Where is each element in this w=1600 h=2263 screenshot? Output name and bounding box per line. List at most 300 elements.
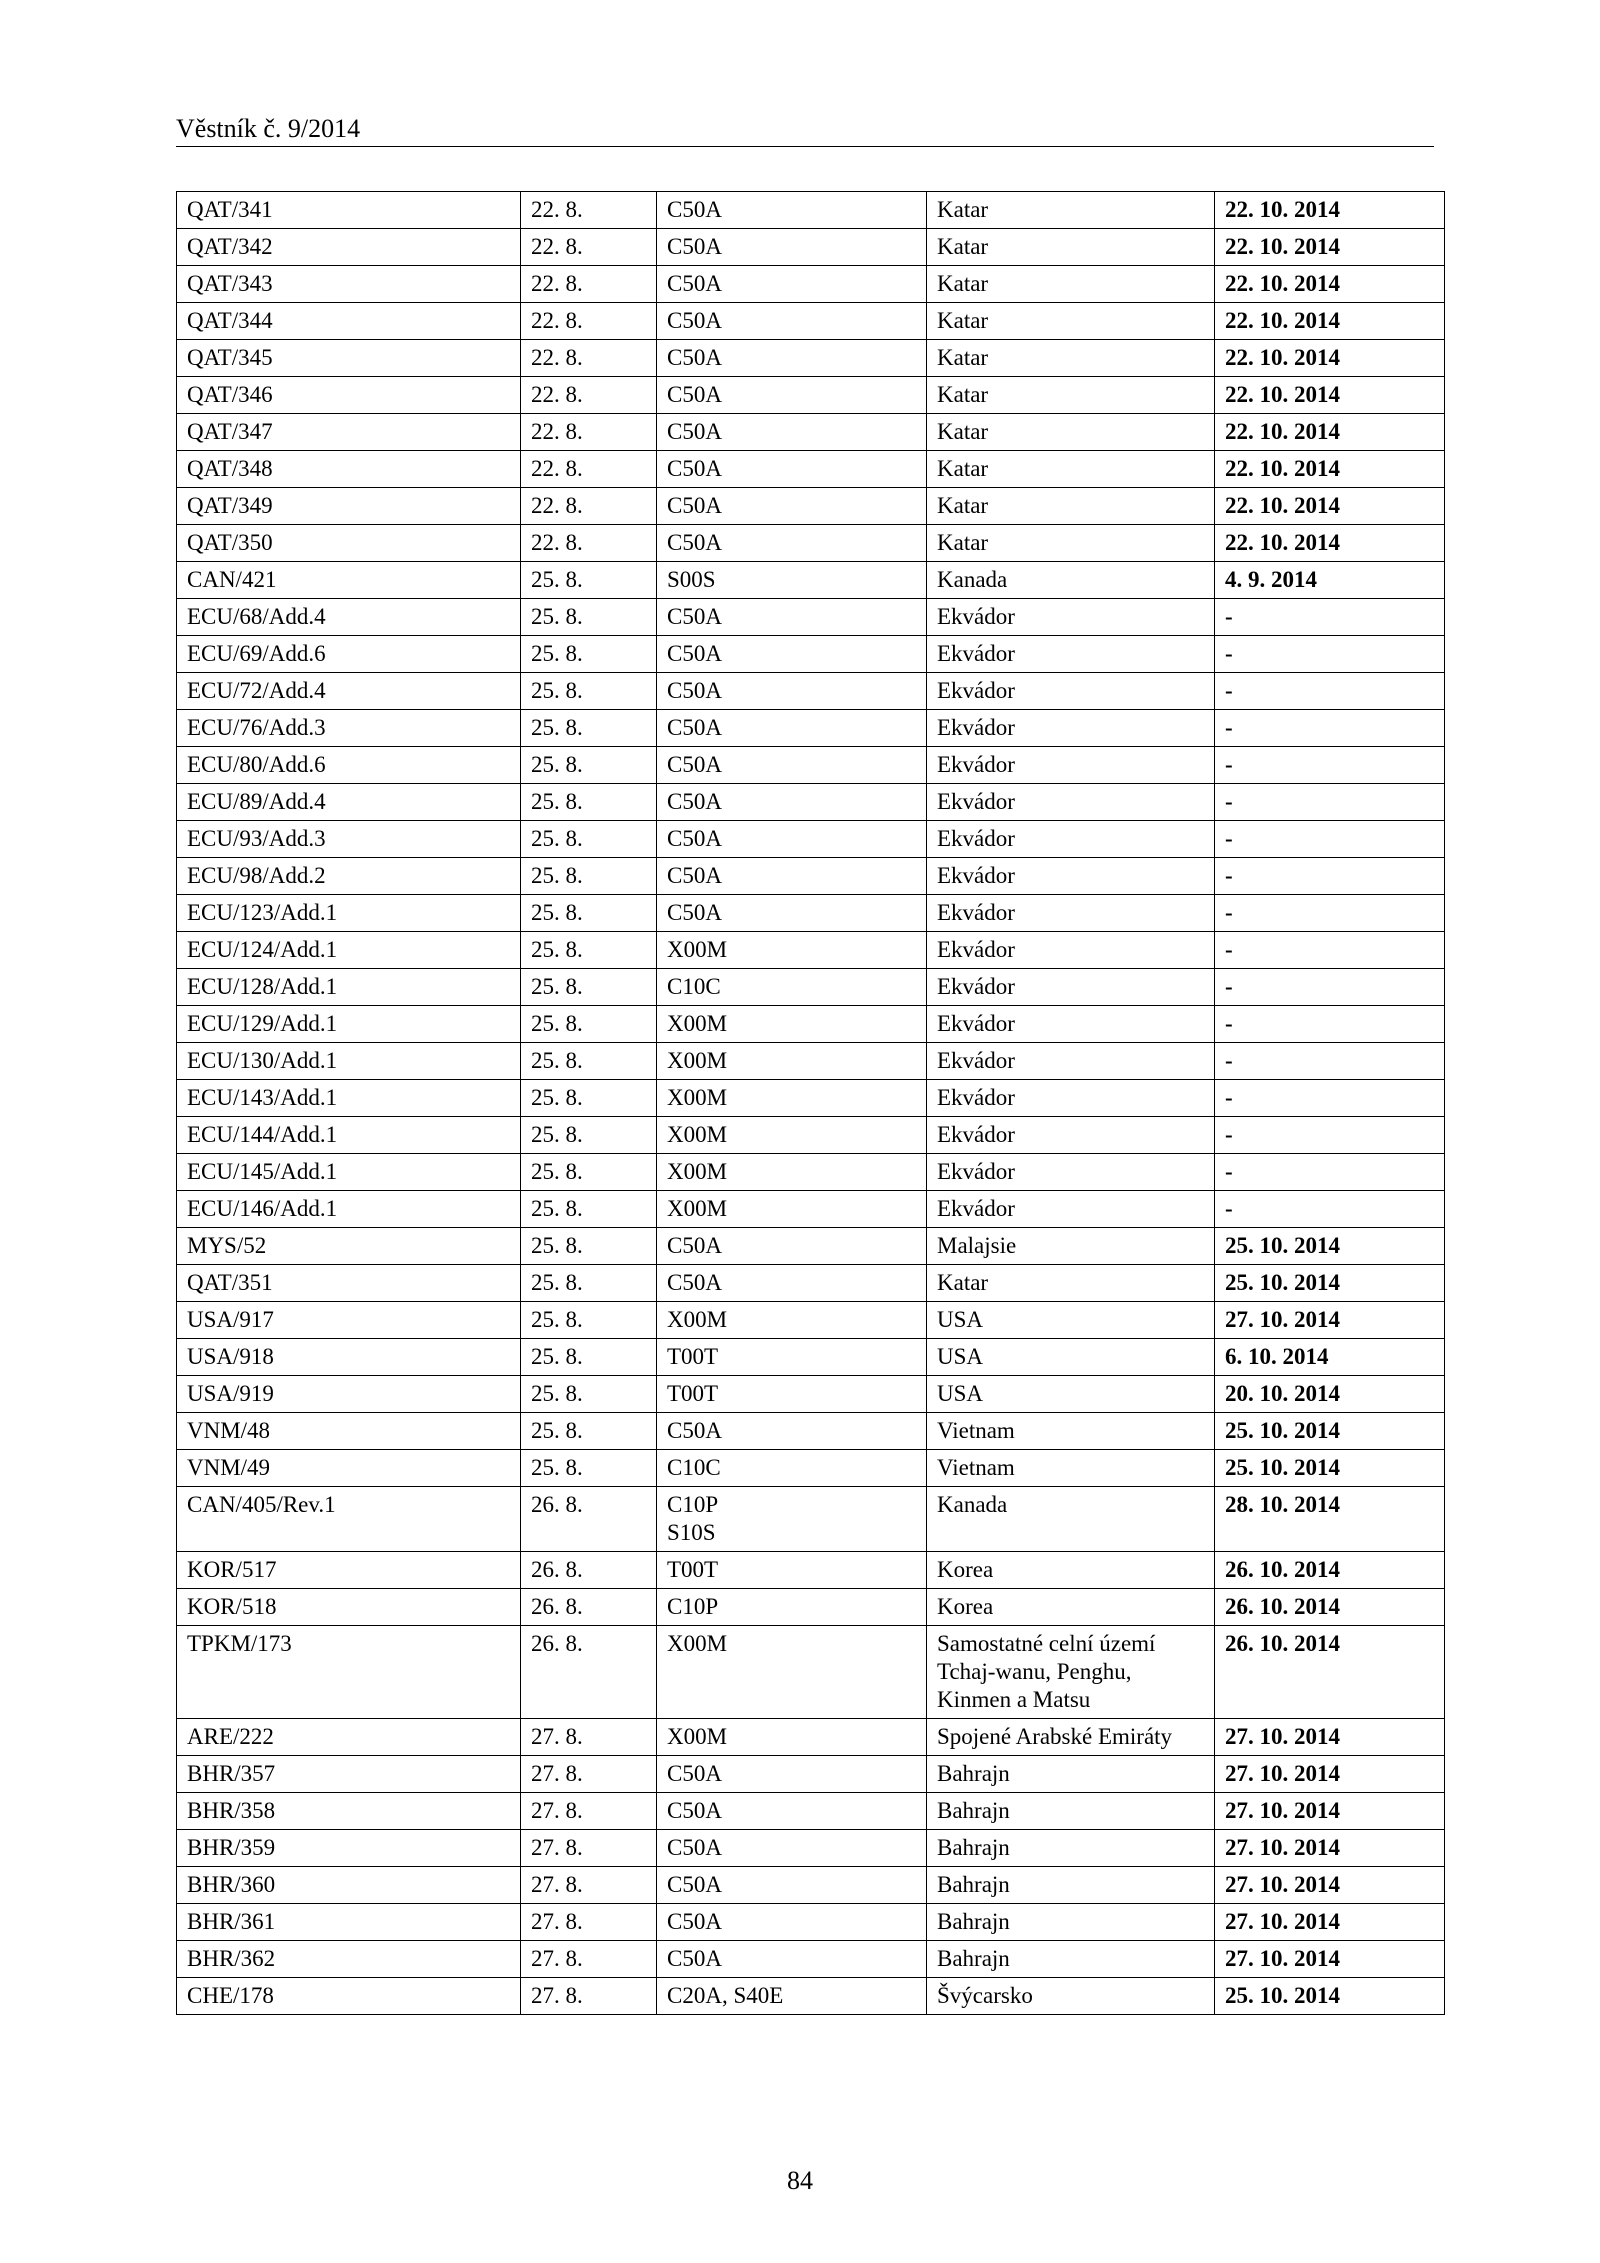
deadline-cell: - xyxy=(1215,710,1445,747)
country-line: Kanada xyxy=(937,567,1008,592)
document-code-cell: QAT/345 xyxy=(177,340,521,377)
deadline-cell: 27. 10. 2014 xyxy=(1215,1941,1445,1978)
document-code-cell: ECU/128/Add.1 xyxy=(177,969,521,1006)
country-line: Malajsie xyxy=(937,1233,1017,1258)
date-cell: 25. 8. xyxy=(521,821,657,858)
document-code-cell: QAT/343 xyxy=(177,266,521,303)
table-row xyxy=(177,1043,1445,1080)
country-cell xyxy=(927,858,1215,895)
deadline-cell: 22. 10. 2014 xyxy=(1215,192,1445,229)
deadline-cell: - xyxy=(1215,784,1445,821)
date-cell: 25. 8. xyxy=(521,1006,657,1043)
country-line: Katar xyxy=(937,530,989,555)
table-row xyxy=(177,1265,1445,1302)
table-row xyxy=(177,414,1445,451)
table-row xyxy=(177,821,1445,858)
document-code-cell: QAT/342 xyxy=(177,229,521,266)
country-line: USA xyxy=(937,1344,984,1369)
document-code-cell: QAT/344 xyxy=(177,303,521,340)
table-row xyxy=(177,1941,1445,1978)
code-line: X00M xyxy=(667,1122,728,1147)
document-code-cell: TPKM/173 xyxy=(177,1626,521,1719)
country-cell xyxy=(927,562,1215,599)
date-cell: 25. 8. xyxy=(521,932,657,969)
country-cell xyxy=(927,414,1215,451)
date-cell: 26. 8. xyxy=(521,1589,657,1626)
deadline-cell: 27. 10. 2014 xyxy=(1215,1756,1445,1793)
document-code-cell: BHR/358 xyxy=(177,1793,521,1830)
deadline-cell: 4. 9. 2014 xyxy=(1215,562,1445,599)
table-row xyxy=(177,710,1445,747)
country-cell xyxy=(927,932,1215,969)
code-cell xyxy=(657,1265,927,1302)
code-cell xyxy=(657,414,927,451)
country-cell xyxy=(927,1413,1215,1450)
code-cell xyxy=(657,340,927,377)
code-line: C20A, S40E xyxy=(667,1983,784,2008)
table-row xyxy=(177,1487,1445,1552)
deadline-cell: 26. 10. 2014 xyxy=(1215,1589,1445,1626)
code-cell xyxy=(657,562,927,599)
document-code-cell: ECU/80/Add.6 xyxy=(177,747,521,784)
date-cell: 25. 8. xyxy=(521,1302,657,1339)
document-code-cell: ECU/76/Add.3 xyxy=(177,710,521,747)
code-cell xyxy=(657,1117,927,1154)
code-cell xyxy=(657,1043,927,1080)
deadline-cell: 26. 10. 2014 xyxy=(1215,1552,1445,1589)
document-code-cell: BHR/361 xyxy=(177,1904,521,1941)
country-line: Ekvádor xyxy=(937,789,1015,814)
deadline-cell: 22. 10. 2014 xyxy=(1215,377,1445,414)
country-line: Katar xyxy=(937,1270,989,1295)
country-line: Katar xyxy=(937,308,989,333)
document-code-cell: QAT/348 xyxy=(177,451,521,488)
country-cell xyxy=(927,673,1215,710)
country-cell xyxy=(927,266,1215,303)
document-code-cell: QAT/341 xyxy=(177,192,521,229)
code-cell xyxy=(657,525,927,562)
country-line: Bahrajn xyxy=(937,1835,1010,1860)
document-code-cell: QAT/350 xyxy=(177,525,521,562)
code-line: C50A xyxy=(667,715,722,740)
country-line: Ekvádor xyxy=(937,900,1015,925)
deadline-cell: 25. 10. 2014 xyxy=(1215,1413,1445,1450)
table-row xyxy=(177,266,1445,303)
code-line: X00M xyxy=(667,1011,728,1036)
code-line: C50A xyxy=(667,493,722,518)
country-cell xyxy=(927,821,1215,858)
code-cell xyxy=(657,895,927,932)
country-cell xyxy=(927,303,1215,340)
code-line: C50A xyxy=(667,197,722,222)
country-cell xyxy=(927,229,1215,266)
code-line: C50A xyxy=(667,1835,722,1860)
date-cell: 26. 8. xyxy=(521,1487,657,1552)
table-row xyxy=(177,1080,1445,1117)
code-line: C50A xyxy=(667,1909,722,1934)
table-row xyxy=(177,895,1445,932)
code-cell xyxy=(657,1830,927,1867)
date-cell: 25. 8. xyxy=(521,1117,657,1154)
document-code-cell: ECU/89/Add.4 xyxy=(177,784,521,821)
date-cell: 27. 8. xyxy=(521,1830,657,1867)
country-line: Ekvádor xyxy=(937,974,1015,999)
document-code-cell: CAN/421 xyxy=(177,562,521,599)
date-cell: 27. 8. xyxy=(521,1904,657,1941)
date-cell: 22. 8. xyxy=(521,266,657,303)
country-cell xyxy=(927,1265,1215,1302)
country-cell xyxy=(927,1376,1215,1413)
table-row xyxy=(177,377,1445,414)
country-line: Bahrajn xyxy=(937,1872,1010,1897)
country-line: Ekvádor xyxy=(937,1159,1015,1184)
deadline-cell: - xyxy=(1215,1191,1445,1228)
table-row xyxy=(177,599,1445,636)
table-row xyxy=(177,562,1445,599)
code-line: T00T xyxy=(667,1381,719,1406)
document-code-cell: ECU/98/Add.2 xyxy=(177,858,521,895)
page-header-title: Věstník č. 9/2014 xyxy=(176,114,361,143)
country-line: Korea xyxy=(937,1557,994,1582)
table-row xyxy=(177,1719,1445,1756)
code-cell xyxy=(657,266,927,303)
date-cell: 25. 8. xyxy=(521,1339,657,1376)
deadline-cell: 20. 10. 2014 xyxy=(1215,1376,1445,1413)
code-line: C50A xyxy=(667,456,722,481)
code-cell xyxy=(657,932,927,969)
code-line: C50A xyxy=(667,1872,722,1897)
table-row xyxy=(177,1756,1445,1793)
code-line: S10S xyxy=(667,1520,716,1545)
country-line: Vietnam xyxy=(937,1418,1015,1443)
code-line: C50A xyxy=(667,1233,722,1258)
code-line: C10P xyxy=(667,1594,719,1619)
document-code-cell: KOR/518 xyxy=(177,1589,521,1626)
code-line: C50A xyxy=(667,1798,722,1823)
table-row xyxy=(177,1006,1445,1043)
country-cell xyxy=(927,488,1215,525)
table-row xyxy=(177,1450,1445,1487)
country-line: Ekvádor xyxy=(937,1196,1015,1221)
date-cell: 22. 8. xyxy=(521,377,657,414)
country-cell xyxy=(927,1191,1215,1228)
deadline-cell: 25. 10. 2014 xyxy=(1215,1450,1445,1487)
country-cell xyxy=(927,1487,1215,1552)
code-line: C50A xyxy=(667,271,722,296)
document-code-cell: ECU/124/Add.1 xyxy=(177,932,521,969)
page-number: 84 xyxy=(787,2166,813,2195)
document-code-cell: ECU/68/Add.4 xyxy=(177,599,521,636)
country-cell xyxy=(927,1978,1215,2015)
document-code-cell: ECU/146/Add.1 xyxy=(177,1191,521,1228)
code-cell xyxy=(657,1487,927,1552)
code-line: C50A xyxy=(667,382,722,407)
code-line: X00M xyxy=(667,1631,728,1656)
table-row xyxy=(177,1413,1445,1450)
deadline-cell: - xyxy=(1215,1080,1445,1117)
document-code-cell: ECU/72/Add.4 xyxy=(177,673,521,710)
date-cell: 25. 8. xyxy=(521,1191,657,1228)
deadline-cell: 27. 10. 2014 xyxy=(1215,1302,1445,1339)
country-line: Ekvádor xyxy=(937,715,1015,740)
date-cell: 25. 8. xyxy=(521,710,657,747)
date-cell: 25. 8. xyxy=(521,858,657,895)
code-cell xyxy=(657,1589,927,1626)
date-cell: 25. 8. xyxy=(521,562,657,599)
date-cell: 25. 8. xyxy=(521,673,657,710)
document-code-cell: ECU/144/Add.1 xyxy=(177,1117,521,1154)
country-cell xyxy=(927,784,1215,821)
date-cell: 22. 8. xyxy=(521,414,657,451)
code-line: C50A xyxy=(667,789,722,814)
deadline-cell: - xyxy=(1215,1154,1445,1191)
date-cell: 22. 8. xyxy=(521,488,657,525)
deadline-cell: - xyxy=(1215,673,1445,710)
code-line: C10C xyxy=(667,974,721,999)
country-cell xyxy=(927,1793,1215,1830)
date-cell: 25. 8. xyxy=(521,784,657,821)
notification-table xyxy=(176,191,1445,2015)
country-cell xyxy=(927,525,1215,562)
country-line: Ekvádor xyxy=(937,641,1015,666)
deadline-cell: 28. 10. 2014 xyxy=(1215,1487,1445,1552)
country-cell xyxy=(927,192,1215,229)
document-code-cell: ECU/93/Add.3 xyxy=(177,821,521,858)
table-row xyxy=(177,229,1445,266)
table-row xyxy=(177,932,1445,969)
code-line: C50A xyxy=(667,863,722,888)
code-cell xyxy=(657,1302,927,1339)
country-line: Katar xyxy=(937,419,989,444)
code-cell xyxy=(657,229,927,266)
country-line: Katar xyxy=(937,382,989,407)
country-line: Ekvádor xyxy=(937,1122,1015,1147)
table-row xyxy=(177,1302,1445,1339)
country-line: Katar xyxy=(937,271,989,296)
country-cell xyxy=(927,599,1215,636)
table-row xyxy=(177,1339,1445,1376)
code-line: C50A xyxy=(667,1270,722,1295)
date-cell: 25. 8. xyxy=(521,895,657,932)
date-cell: 25. 8. xyxy=(521,1154,657,1191)
code-line: X00M xyxy=(667,1724,728,1749)
code-cell xyxy=(657,784,927,821)
country-line: Korea xyxy=(937,1594,994,1619)
country-cell xyxy=(927,340,1215,377)
document-code-cell: QAT/346 xyxy=(177,377,521,414)
country-cell xyxy=(927,1867,1215,1904)
deadline-cell: - xyxy=(1215,1006,1445,1043)
code-cell xyxy=(657,1904,927,1941)
code-cell xyxy=(657,303,927,340)
date-cell: 27. 8. xyxy=(521,1719,657,1756)
deadline-cell: 27. 10. 2014 xyxy=(1215,1867,1445,1904)
country-line: Bahrajn xyxy=(937,1946,1010,1971)
country-cell xyxy=(927,636,1215,673)
date-cell: 22. 8. xyxy=(521,525,657,562)
country-line: Bahrajn xyxy=(937,1909,1010,1934)
document-code-cell: BHR/360 xyxy=(177,1867,521,1904)
code-line: C50A xyxy=(667,678,722,703)
table-row xyxy=(177,451,1445,488)
document-code-cell: QAT/351 xyxy=(177,1265,521,1302)
code-cell xyxy=(657,1191,927,1228)
deadline-cell: 27. 10. 2014 xyxy=(1215,1904,1445,1941)
code-line: T00T xyxy=(667,1344,719,1369)
code-line: C50A xyxy=(667,641,722,666)
deadline-cell: 6. 10. 2014 xyxy=(1215,1339,1445,1376)
table-row xyxy=(177,1191,1445,1228)
date-cell: 25. 8. xyxy=(521,636,657,673)
country-line: USA xyxy=(937,1307,984,1332)
code-cell xyxy=(657,1626,927,1719)
code-cell xyxy=(657,858,927,895)
date-cell: 27. 8. xyxy=(521,1978,657,2015)
code-line: X00M xyxy=(667,1307,728,1332)
document-code-cell: BHR/357 xyxy=(177,1756,521,1793)
country-line: Ekvádor xyxy=(937,1048,1015,1073)
code-cell xyxy=(657,747,927,784)
country-cell xyxy=(927,451,1215,488)
country-cell xyxy=(927,1080,1215,1117)
table-row xyxy=(177,1552,1445,1589)
code-cell xyxy=(657,636,927,673)
code-line: T00T xyxy=(667,1557,719,1582)
date-cell: 26. 8. xyxy=(521,1626,657,1719)
code-line: X00M xyxy=(667,1159,728,1184)
table-row xyxy=(177,340,1445,377)
deadline-cell: - xyxy=(1215,747,1445,784)
deadline-cell: 22. 10. 2014 xyxy=(1215,340,1445,377)
country-line: Ekvádor xyxy=(937,604,1015,629)
date-cell: 25. 8. xyxy=(521,1080,657,1117)
date-cell: 27. 8. xyxy=(521,1756,657,1793)
code-cell xyxy=(657,1719,927,1756)
document-code-cell: VNM/49 xyxy=(177,1450,521,1487)
country-cell xyxy=(927,1006,1215,1043)
code-cell xyxy=(657,1450,927,1487)
code-line: C50A xyxy=(667,308,722,333)
table-row xyxy=(177,1978,1445,2015)
table-row xyxy=(177,969,1445,1006)
code-cell xyxy=(657,1080,927,1117)
country-line: Ekvádor xyxy=(937,1011,1015,1036)
code-cell xyxy=(657,192,927,229)
document-code-cell: BHR/359 xyxy=(177,1830,521,1867)
country-cell xyxy=(927,1941,1215,1978)
country-cell xyxy=(927,377,1215,414)
code-line: X00M xyxy=(667,937,728,962)
deadline-cell: 25. 10. 2014 xyxy=(1215,1265,1445,1302)
document-code-cell: ECU/130/Add.1 xyxy=(177,1043,521,1080)
document-code-cell: USA/918 xyxy=(177,1339,521,1376)
deadline-cell: 22. 10. 2014 xyxy=(1215,266,1445,303)
code-line: X00M xyxy=(667,1085,728,1110)
table-row xyxy=(177,525,1445,562)
document-code-cell: ARE/222 xyxy=(177,1719,521,1756)
country-cell xyxy=(927,1302,1215,1339)
country-line: Bahrajn xyxy=(937,1798,1010,1823)
table-row xyxy=(177,673,1445,710)
document-code-cell: QAT/349 xyxy=(177,488,521,525)
document-code-cell: CAN/405/Rev.1 xyxy=(177,1487,521,1552)
document-code-cell: BHR/362 xyxy=(177,1941,521,1978)
deadline-cell: 27. 10. 2014 xyxy=(1215,1793,1445,1830)
country-line: Ekvádor xyxy=(937,937,1015,962)
deadline-cell: 22. 10. 2014 xyxy=(1215,451,1445,488)
document-code-cell: MYS/52 xyxy=(177,1228,521,1265)
country-line: Ekvádor xyxy=(937,752,1015,777)
country-cell xyxy=(927,1154,1215,1191)
country-cell xyxy=(927,1228,1215,1265)
country-cell xyxy=(927,747,1215,784)
deadline-cell: 22. 10. 2014 xyxy=(1215,525,1445,562)
date-cell: 25. 8. xyxy=(521,747,657,784)
code-cell xyxy=(657,1154,927,1191)
code-cell xyxy=(657,599,927,636)
date-cell: 25. 8. xyxy=(521,1450,657,1487)
country-line: Spojené Arabské Emiráty xyxy=(937,1724,1173,1749)
code-cell xyxy=(657,673,927,710)
deadline-cell: - xyxy=(1215,636,1445,673)
deadline-cell: 22. 10. 2014 xyxy=(1215,414,1445,451)
date-cell: 25. 8. xyxy=(521,1228,657,1265)
country-cell xyxy=(927,1719,1215,1756)
code-cell xyxy=(657,1006,927,1043)
country-cell xyxy=(927,1830,1215,1867)
table-row xyxy=(177,1793,1445,1830)
country-line: Katar xyxy=(937,493,989,518)
code-line: C50A xyxy=(667,826,722,851)
code-cell xyxy=(657,1413,927,1450)
date-cell: 22. 8. xyxy=(521,303,657,340)
code-cell xyxy=(657,1552,927,1589)
code-line: C50A xyxy=(667,530,722,555)
deadline-cell: - xyxy=(1215,1043,1445,1080)
country-cell xyxy=(927,1043,1215,1080)
table-row xyxy=(177,192,1445,229)
deadline-cell: 27. 10. 2014 xyxy=(1215,1830,1445,1867)
code-line: C50A xyxy=(667,234,722,259)
date-cell: 27. 8. xyxy=(521,1941,657,1978)
code-line: C10P xyxy=(667,1492,719,1517)
code-line: X00M xyxy=(667,1048,728,1073)
code-cell xyxy=(657,1756,927,1793)
deadline-cell: - xyxy=(1215,932,1445,969)
date-cell: 22. 8. xyxy=(521,192,657,229)
date-cell: 25. 8. xyxy=(521,1413,657,1450)
date-cell: 25. 8. xyxy=(521,1265,657,1302)
deadline-cell: 22. 10. 2014 xyxy=(1215,229,1445,266)
country-cell xyxy=(927,1117,1215,1154)
document-code-cell: CHE/178 xyxy=(177,1978,521,2015)
code-cell xyxy=(657,1228,927,1265)
code-line: C50A xyxy=(667,419,722,444)
code-line: C50A xyxy=(667,604,722,629)
code-cell xyxy=(657,488,927,525)
document-code-cell: KOR/517 xyxy=(177,1552,521,1589)
table-row xyxy=(177,1117,1445,1154)
document-code-cell: QAT/347 xyxy=(177,414,521,451)
country-line: USA xyxy=(937,1381,984,1406)
code-line: C50A xyxy=(667,1946,722,1971)
deadline-cell: - xyxy=(1215,895,1445,932)
country-line: Bahrajn xyxy=(937,1761,1010,1786)
deadline-cell: 22. 10. 2014 xyxy=(1215,303,1445,340)
document-code-cell: USA/919 xyxy=(177,1376,521,1413)
country-cell xyxy=(927,710,1215,747)
country-cell xyxy=(927,1339,1215,1376)
